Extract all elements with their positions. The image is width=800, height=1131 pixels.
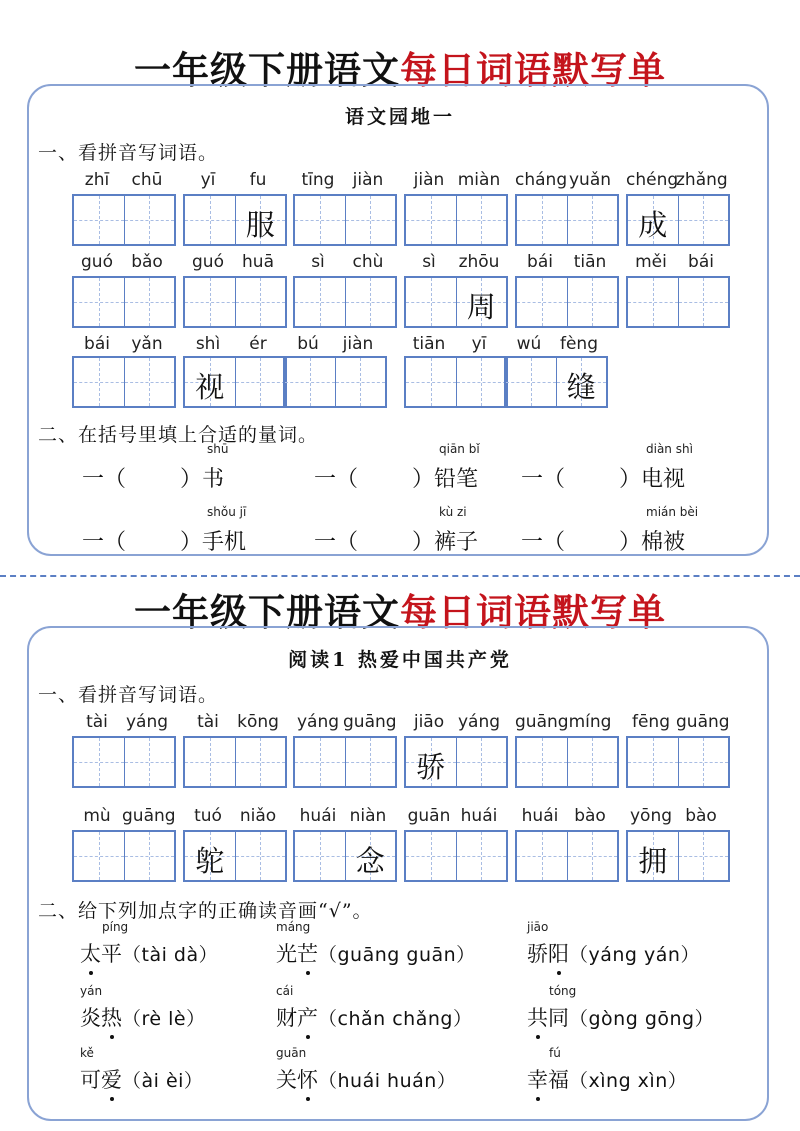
pinyin-label: tiān: [412, 334, 446, 354]
writing-box[interactable]: [404, 276, 508, 328]
pinyin-label: yáng: [296, 712, 340, 732]
measure-item: [314, 525, 478, 556]
dotted-character: 幸: [527, 1064, 548, 1094]
writing-box[interactable]: [515, 276, 619, 328]
measure-item: [82, 462, 224, 493]
writing-cell[interactable]: [406, 278, 457, 326]
word-character: 平: [101, 942, 122, 966]
writing-box[interactable]: [515, 194, 619, 246]
given-character: 鸵: [195, 844, 225, 878]
writing-cell[interactable]: [568, 738, 618, 786]
writing-cell[interactable]: [346, 196, 396, 244]
writing-cell[interactable]: [125, 358, 175, 406]
measure-hint-pinyin: shū: [207, 442, 229, 456]
pinyin-label: měi: [635, 252, 667, 272]
pinyin-label: guó: [192, 252, 224, 272]
dotted-character: 共: [527, 1002, 548, 1032]
writing-box[interactable]: [293, 830, 397, 882]
pinyin-label: tuó: [194, 806, 222, 826]
word-character: 光: [276, 942, 297, 966]
pinyin-label: tiān: [573, 252, 607, 272]
sheet2-subtitle: 阅读1 热爱中国共产党: [288, 649, 512, 671]
given-character: 拥: [638, 844, 668, 878]
pinyin-label: yáng: [125, 712, 169, 732]
reading-hint-pinyin: fú: [549, 1046, 561, 1060]
measure-item: [521, 462, 685, 493]
given-character: 骄: [416, 750, 446, 784]
measure-suffix: ）书: [180, 467, 225, 492]
dotted-character: 芒: [297, 938, 318, 968]
writing-cell[interactable]: [295, 278, 346, 326]
writing-cell[interactable]: [457, 358, 507, 406]
reading-hint-pinyin: máng: [276, 920, 311, 934]
pinyin-label: tīng: [301, 170, 335, 190]
pinyin-label: zhǎng: [676, 170, 728, 190]
writing-cell[interactable]: [346, 278, 396, 326]
given-character: 缝: [566, 370, 596, 404]
writing-box[interactable]: [515, 830, 619, 882]
reading-item[interactable]: [276, 938, 476, 968]
given-character: 念: [355, 844, 385, 878]
pinyin-label: bǎo: [131, 252, 163, 272]
reading-options[interactable]: （yáng yán）: [569, 944, 700, 966]
dotted-character: 怀: [297, 1064, 318, 1094]
pinyin-label: jiàn: [413, 170, 445, 190]
writing-cell[interactable]: [236, 832, 286, 880]
sheet2-section2-heading: 二、给下列加点字的正确读音画“√”。: [38, 900, 373, 922]
word-character: 关: [276, 1068, 297, 1092]
writing-box[interactable]: [404, 830, 508, 882]
word-character: 同: [548, 1006, 569, 1030]
writing-box[interactable]: [72, 736, 176, 788]
measure-item: [521, 525, 685, 556]
pinyin-label: fēng: [631, 712, 670, 732]
pinyin-label: huái: [460, 806, 498, 826]
measure-prefix: 一（: [314, 530, 359, 555]
reading-hint-pinyin: yán: [80, 984, 103, 998]
pinyin-label: bái: [527, 252, 553, 272]
writing-box[interactable]: [72, 194, 176, 246]
pinyin-label: bào: [685, 806, 717, 826]
writing-box[interactable]: [404, 356, 508, 408]
reading-item[interactable]: [527, 1064, 687, 1094]
pinyin-label: niàn: [349, 806, 387, 826]
pinyin-label: guān: [407, 806, 451, 826]
pinyin-label: huái: [521, 806, 559, 826]
measure-item: [82, 525, 246, 556]
measure-hint-pinyin: shǒu jī: [207, 505, 247, 519]
reading-hint-pinyin: guān: [276, 1046, 307, 1060]
reading-options[interactable]: （rè lè）: [122, 1008, 206, 1030]
writing-cell[interactable]: [236, 358, 286, 406]
writing-box[interactable]: [626, 736, 730, 788]
writing-cell[interactable]: [74, 832, 125, 880]
sheet1-subtitle: 语文园地一: [344, 106, 455, 128]
reading-item[interactable]: [276, 1002, 472, 1032]
writing-cell[interactable]: [506, 358, 557, 406]
writing-cell[interactable]: [457, 196, 507, 244]
writing-cell[interactable]: [517, 278, 568, 326]
measure-item: [314, 462, 478, 493]
pinyin-label: guāng: [122, 806, 176, 826]
pinyin-label: yī: [200, 170, 216, 190]
pinyin-label: bái: [688, 252, 714, 272]
pinyin-label: huā: [242, 252, 274, 272]
writing-cell[interactable]: [406, 196, 457, 244]
pinyin-label: tài: [86, 712, 108, 732]
writing-box[interactable]: [283, 356, 387, 408]
pinyin-label: guó: [81, 252, 113, 272]
writing-box[interactable]: [626, 276, 730, 328]
reading-item[interactable]: [80, 1064, 203, 1094]
reading-item[interactable]: [527, 938, 700, 968]
pinyin-label: huái: [299, 806, 337, 826]
writing-cell[interactable]: [185, 738, 236, 786]
writing-cell[interactable]: [185, 358, 236, 406]
writing-cell[interactable]: [336, 358, 386, 406]
measure-prefix: 一（: [521, 467, 566, 492]
writing-cell[interactable]: [457, 832, 507, 880]
writing-cell[interactable]: [679, 196, 729, 244]
writing-cell[interactable]: [295, 738, 346, 786]
measure-suffix: ）电视: [619, 467, 686, 492]
writing-cell[interactable]: [406, 358, 457, 406]
writing-cell[interactable]: [125, 196, 175, 244]
given-character: 周: [466, 290, 496, 324]
writing-cell[interactable]: [406, 738, 457, 786]
writing-box[interactable]: [404, 736, 508, 788]
writing-cell[interactable]: [568, 832, 618, 880]
reading-options[interactable]: （tài dà）: [122, 944, 219, 966]
word-character: 福: [548, 1068, 569, 1092]
writing-cell[interactable]: [679, 738, 729, 786]
measure-suffix: ）裤子: [412, 530, 479, 555]
page-divider: [0, 575, 800, 577]
writing-cell[interactable]: [295, 832, 346, 880]
pinyin-label: sì: [311, 252, 325, 272]
pinyin-label: yōng: [629, 806, 673, 826]
pinyin-label: niǎo: [239, 806, 277, 826]
measure-prefix: 一（: [82, 530, 127, 555]
measure-hint-pinyin: mián bèi: [646, 505, 699, 519]
pinyin-label: miàn: [457, 170, 501, 190]
writing-box[interactable]: [293, 276, 397, 328]
reading-hint-pinyin: jiāo: [527, 920, 549, 934]
pinyin-label: wú: [516, 334, 542, 354]
pinyin-label: fu: [249, 170, 267, 190]
writing-cell[interactable]: [346, 832, 396, 880]
writing-box[interactable]: [626, 194, 730, 246]
writing-cell[interactable]: [557, 358, 607, 406]
writing-box[interactable]: [183, 276, 287, 328]
writing-box[interactable]: [626, 830, 730, 882]
pinyin-label: sì: [422, 252, 436, 272]
pinyin-label: guāng: [515, 712, 569, 732]
writing-box[interactable]: [72, 276, 176, 328]
pinyin-label: mù: [83, 806, 111, 826]
writing-cell[interactable]: [628, 738, 679, 786]
reading-hint-pinyin: píng: [102, 920, 129, 934]
writing-cell[interactable]: [457, 738, 507, 786]
pinyin-label: ér: [249, 334, 267, 354]
sheet2-title-main: 一年级下册语文: [134, 591, 400, 634]
writing-cell[interactable]: [517, 832, 568, 880]
writing-cell[interactable]: [236, 196, 286, 244]
pinyin-label: yáng: [457, 712, 501, 732]
writing-cell[interactable]: [568, 196, 618, 244]
writing-cell[interactable]: [236, 738, 286, 786]
reading-options[interactable]: （gòng gōng）: [569, 1008, 715, 1030]
writing-box[interactable]: [404, 194, 508, 246]
writing-cell[interactable]: [628, 832, 679, 880]
sheet1-section1-heading: 一、看拼音写词语。: [38, 142, 219, 164]
given-character: 视: [195, 370, 225, 404]
measure-hint-pinyin: qiān bǐ: [439, 442, 480, 456]
dotted-character: 产: [297, 1002, 318, 1032]
reading-item[interactable]: [80, 938, 218, 968]
sheet1-title-main: 一年级下册语文: [134, 49, 400, 92]
pinyin-label: jiàn: [342, 334, 374, 354]
writing-box[interactable]: [183, 830, 287, 882]
pinyin-label: jiāo: [413, 712, 445, 732]
measure-prefix: 一（: [82, 467, 127, 492]
measure-hint-pinyin: diàn shì: [646, 442, 693, 456]
pinyin-label: kōng: [237, 712, 279, 732]
reading-options[interactable]: （chǎn chǎng）: [318, 1008, 473, 1030]
writing-box[interactable]: [72, 830, 176, 882]
dotted-character: 爱: [101, 1064, 122, 1094]
pinyin-label: bái: [84, 334, 110, 354]
dotted-character: 阳: [548, 938, 569, 968]
writing-cell[interactable]: [628, 278, 679, 326]
writing-cell[interactable]: [679, 832, 729, 880]
pinyin-label: guāng: [676, 712, 730, 732]
word-character: 骄: [527, 942, 548, 966]
pinyin-label: zhī: [84, 170, 110, 190]
pinyin-label: chū: [131, 170, 163, 190]
sheet2-section1-heading: 一、看拼音写词语。: [38, 684, 219, 706]
measure-suffix: ）手机: [180, 530, 247, 555]
pinyin-label: jiàn: [352, 170, 384, 190]
writing-cell[interactable]: [125, 738, 175, 786]
pinyin-label: shì: [195, 334, 221, 354]
pinyin-label: yuǎn: [568, 170, 612, 190]
writing-box[interactable]: [515, 736, 619, 788]
pinyin-label: chéng: [626, 170, 679, 190]
pinyin-label: míng: [568, 712, 612, 732]
reading-options[interactable]: （xìng xìn）: [569, 1070, 688, 1092]
word-character: 可: [80, 1068, 101, 1092]
pinyin-label: yī: [471, 334, 487, 354]
given-character: 成: [638, 208, 668, 242]
dotted-character: 太: [80, 938, 101, 968]
reading-hint-pinyin: tóng: [549, 984, 577, 998]
writing-cell[interactable]: [185, 832, 236, 880]
pinyin-label: fèng: [559, 334, 598, 354]
measure-suffix: ）棉被: [619, 530, 686, 555]
writing-cell[interactable]: [295, 196, 346, 244]
pinyin-label: zhōu: [458, 252, 500, 272]
sheet1-section2-heading: 二、在括号里填上合适的量词。: [38, 424, 319, 446]
pinyin-label: bú: [297, 334, 319, 354]
pinyin-label: bào: [574, 806, 606, 826]
measure-prefix: 一（: [521, 530, 566, 555]
writing-cell[interactable]: [74, 738, 125, 786]
writing-cell[interactable]: [236, 278, 286, 326]
writing-cell[interactable]: [628, 196, 679, 244]
pinyin-label: tài: [197, 712, 219, 732]
reading-options[interactable]: （huái huán）: [318, 1070, 457, 1092]
measure-hint-pinyin: kù zi: [439, 505, 467, 519]
reading-hint-pinyin: kě: [80, 1046, 94, 1060]
given-character: 服: [245, 208, 275, 242]
writing-cell[interactable]: [74, 196, 125, 244]
pinyin-label: yǎn: [131, 334, 163, 354]
writing-cell[interactable]: [457, 278, 507, 326]
pinyin-label: cháng: [515, 170, 568, 190]
writing-box[interactable]: [183, 194, 287, 246]
measure-suffix: ）铅笔: [412, 467, 479, 492]
writing-cell[interactable]: [74, 278, 125, 326]
reading-options[interactable]: （guāng guān）: [318, 944, 476, 966]
writing-cell[interactable]: [517, 738, 568, 786]
writing-box[interactable]: [293, 736, 397, 788]
writing-cell[interactable]: [125, 832, 175, 880]
dotted-character: 热: [101, 1002, 122, 1032]
reading-options[interactable]: （ài èi）: [122, 1070, 204, 1092]
writing-cell[interactable]: [285, 358, 336, 406]
pinyin-label: guāng: [343, 712, 397, 732]
pinyin-label: chù: [352, 252, 384, 272]
word-character: 财: [276, 1006, 297, 1030]
measure-prefix: 一（: [314, 467, 359, 492]
writing-box[interactable]: [183, 736, 287, 788]
writing-cell[interactable]: [74, 358, 125, 406]
writing-cell[interactable]: [185, 196, 236, 244]
writing-cell[interactable]: [679, 278, 729, 326]
writing-cell[interactable]: [568, 278, 618, 326]
reading-hint-pinyin: cái: [276, 984, 294, 998]
writing-box[interactable]: [504, 356, 608, 408]
writing-box[interactable]: [293, 194, 397, 246]
writing-cell[interactable]: [125, 278, 175, 326]
writing-cell[interactable]: [346, 738, 396, 786]
word-character: 炎: [80, 1006, 101, 1030]
writing-box[interactable]: [183, 356, 287, 408]
reading-item[interactable]: [276, 1064, 456, 1094]
writing-cell[interactable]: [406, 832, 457, 880]
reading-item[interactable]: [527, 1002, 714, 1032]
writing-cell[interactable]: [185, 278, 236, 326]
writing-cell[interactable]: [517, 196, 568, 244]
sheet2-title-highlight: 每日词语默写单: [400, 591, 666, 634]
writing-box[interactable]: [72, 356, 176, 408]
reading-item[interactable]: [80, 1002, 206, 1032]
sheet1-title-highlight: 每日词语默写单: [400, 49, 666, 92]
